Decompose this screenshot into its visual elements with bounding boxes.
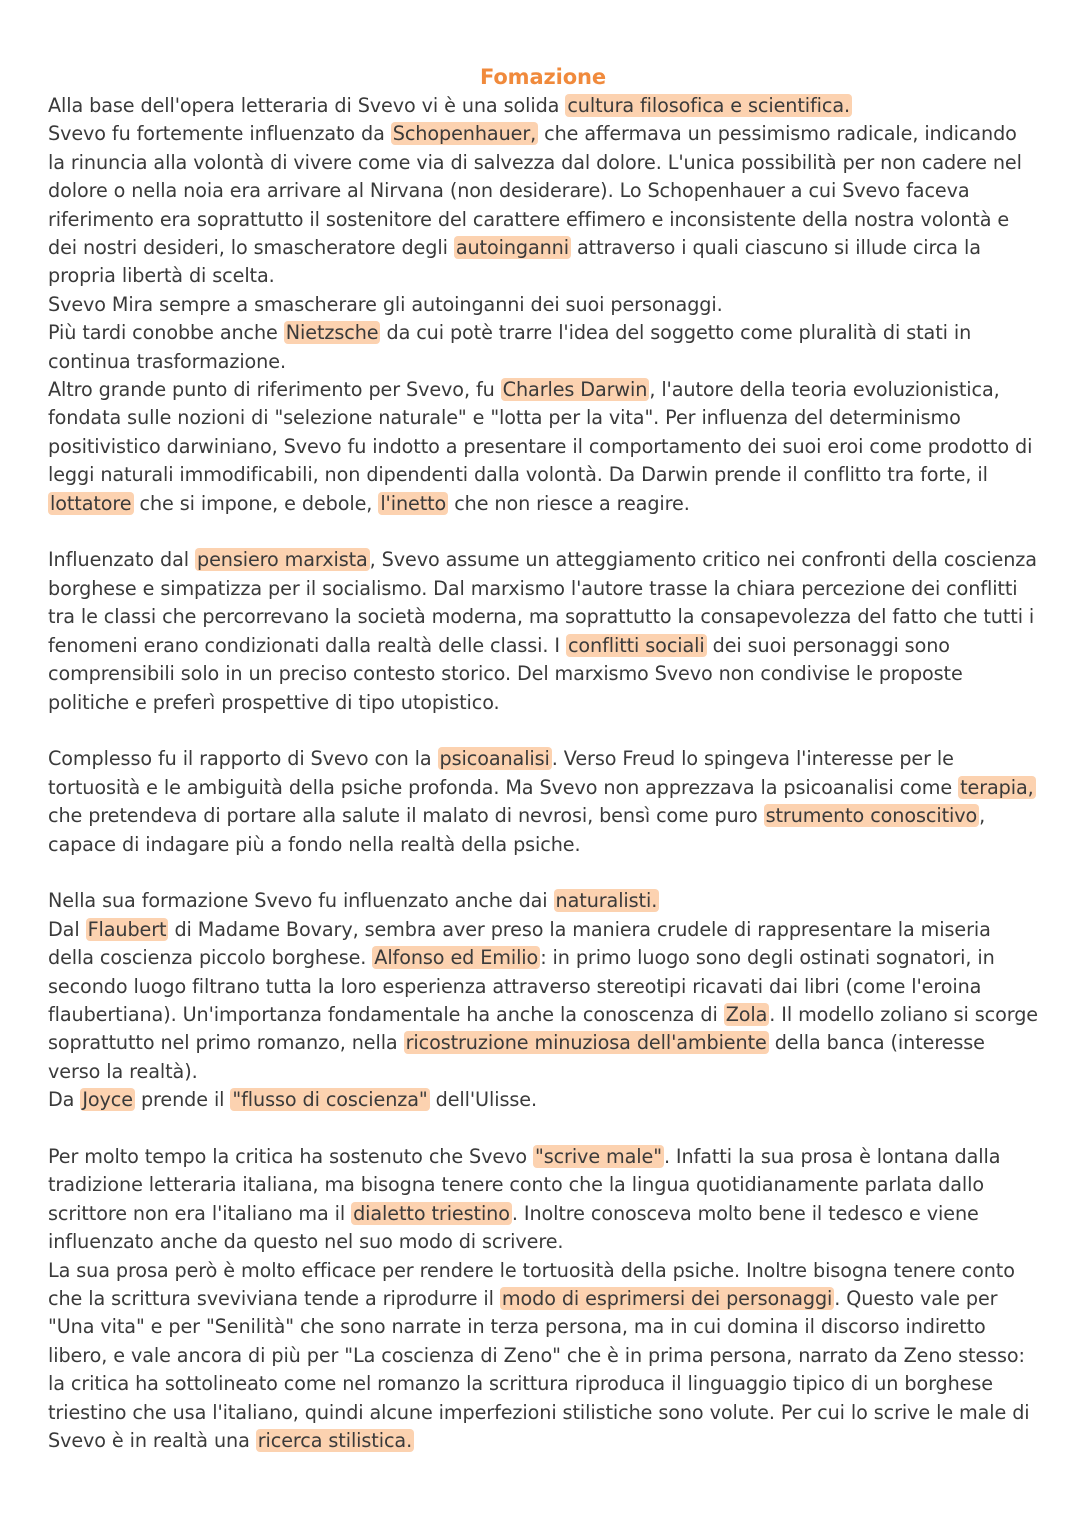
highlighted-term: Nietzsche (285, 321, 379, 345)
highlighted-term: terapia, (960, 775, 1034, 799)
text-run: Dal (48, 917, 86, 941)
text-run: prende il (134, 1088, 231, 1112)
document-body (48, 92, 1038, 1455)
text-run: Alla base dell'opera letteraria di Svevo vi è una solida (48, 94, 566, 117)
paragraph (48, 1086, 1038, 1114)
text-run: che pretendeva di portare alla salute il malato di nevrosi, bensì come puro (48, 804, 764, 828)
text-run: Influenzato dal (48, 548, 195, 572)
highlighted-term: conflitti sociali (567, 633, 705, 657)
highlighted-term: ricostruzione minuziosa dell'ambiente (405, 1031, 767, 1055)
text-run: La sua prosa però è molto efficace per rendere le tortuosità della psiche. Inoltre bisogna tenere conto che la scrittura sveviviana tende a riprodurre il (48, 1258, 1015, 1310)
text-run: . Infatti la sua prosa è lontana dalla tradizione letteraria italiana, ma bisogna tenere conto che la lingua quotidianamente parlata dallo scrittore non era l'italiano ma il (48, 1144, 1001, 1225)
paragraph (48, 1143, 1038, 1257)
text-run: Per molto tempo la critica ha sostenuto che Svevo (48, 1144, 533, 1168)
highlighted-term: l'inetto (380, 491, 447, 515)
highlighted-term: Schopenhauer, (392, 122, 537, 146)
text-run: . Il modello zoliano si scorge soprattutto nel primo romanzo, nella (48, 1002, 1038, 1055)
text-run: Complesso fu il rapporto di Svevo con la (48, 747, 438, 771)
text-run: Più tardi conobbe anche (48, 321, 284, 345)
paragraph (48, 291, 1038, 319)
paragraph (48, 376, 1038, 518)
highlighted-term: "scrive male" (534, 1144, 662, 1168)
highlighted-term: Alfonso ed Emilio (374, 946, 539, 970)
highlighted-term: pensiero marxista (197, 548, 368, 572)
text-run: Svevo Mira sempre a smascherare gli autoinganni dei suoi personaggi. (48, 292, 723, 316)
highlighted-term: ricerca stilistica. (257, 1429, 413, 1453)
highlighted-term: psicoanalisi (439, 747, 550, 771)
highlighted-term: modo di esprimersi dei personaggi (501, 1287, 833, 1310)
text-run: : in primo luogo sono degli ostinati sognatori, in secondo luogo filtrano tutta la loro esperienza attraverso stereotipi ricavati dai libri (come l'eroina flaubertiana). Un'importanza fondamentale ha anche la conoscenza di (48, 946, 995, 1026)
text-run: . Questo vale per "Una vita" e per "Senilità" che sono narrate in terza persona, ma in cui domina il discorso indiretto libero, e vale ancora di più per "La coscienza di Zeno" che è in prima persona, narrato da Zeno stesso: la critica ha sottolineato come nel romanzo la scrittura riproduca il linguaggio tipico di un borghese triestino che usa l'italiano, quindi alcune imperfezioni stilistiche sono volute. Per cui lo scrive le male di Svevo è in realtà una (48, 1287, 1030, 1453)
highlighted-term: lottatore (50, 491, 132, 515)
highlighted-term: Joyce (82, 1088, 133, 1112)
paragraph (48, 916, 1038, 1086)
text-run: , Svevo assume un atteggiamento critico nei confronti della coscienza borghese e simpatizza per il socialismo. Dal marxismo l'autore trasse la chiara percezione dei conflitti tra le classi che percorrevano la società moderna, ma soprattutto la consapevolezza del fatto che tutti i fenomeni erano condizionati dalla realtà delle classi. I (48, 548, 1037, 657)
paragraph (48, 1257, 1038, 1456)
text-run: , capace di indagare più a fondo nella realtà della psiche. (48, 804, 986, 856)
highlighted-term: "flusso di coscienza" (232, 1088, 428, 1112)
text-run: , l'autore della teoria evoluzionistica, fondata sulle nozioni di "selezione naturale" e "lotta per la vita". Per influenza del determinismo positivistico darwiniano, Svevo fu indotto a presentare il comportamento dei suoi eroi come prodotto di leggi naturali immodificabili, non dipendenti dalla volontà. Da Darwin prende il conflitto tra forte, il (48, 378, 1033, 487)
highlighted-term: autoinganni (455, 236, 569, 260)
highlighted-term: Flaubert (87, 917, 167, 941)
text-run: . Inoltre conosceva molto bene il tedesco e viene influenzato anche da questo nel suo modo di scrivere. (48, 1201, 979, 1254)
text-run: attraverso i quali ciascuno si illude circa la propria libertà di scelta. (48, 236, 981, 288)
paragraph (48, 92, 1038, 120)
text-run: Altro grande punto di riferimento per Svevo, fu (48, 378, 501, 402)
paragraph (48, 887, 1038, 915)
page-title: Fomazione (479, 65, 607, 89)
paragraph (48, 546, 1038, 716)
text-run: della banca (interesse verso la realtà). (48, 1031, 985, 1083)
text-run: che affermava un pessimismo radicale, indicando la rinuncia alla volontà di vivere come via di salvezza dal dolore. L'unica possibilità per non cadere nel dolore o nella noia era arrivare al Nirvana (non desiderare). Lo Schopenhauer a cui Svevo faceva riferimento era soprattutto il sostenitore del carattere effimero e inconsistente della nostra volontà e dei nostri desideri, lo smascheratore degli (48, 122, 1022, 260)
highlighted-term: Charles Darwin (502, 378, 648, 402)
text-run: di Madame Bovary, sembra aver preso la maniera crudele di rappresentare la miseria della coscienza piccolo borghese. (48, 917, 991, 970)
document-page (48, 62, 1038, 1455)
highlighted-term: dialetto triestino (353, 1201, 510, 1225)
text-run: dell'Ulisse. (429, 1088, 537, 1112)
text-run: che si impone, e debole, (133, 491, 379, 515)
text-run: . Verso Freud lo spingeva l'interesse per le tortuosità e le ambiguità della psiche profonda. Ma Svevo non apprezzava la psicoanalisi come (48, 747, 959, 799)
highlighted-term: naturalisti. (555, 889, 658, 913)
paragraph (48, 120, 1038, 290)
text-run: Da (48, 1088, 81, 1112)
paragraph (48, 319, 1038, 376)
text-run: che non riesce a reagire. (448, 491, 690, 515)
paragraph (48, 745, 1038, 859)
text-run: da cui potè trarre l'idea del soggetto come pluralità di stati in continua trasformazione. (48, 321, 972, 373)
text-run: dei suoi personaggi sono comprensibili solo in un preciso contesto storico. Del marxismo Svevo non condivise le proposte politiche e preferì prospettive di tipo utopistico. (48, 633, 963, 714)
highlighted-term: cultura filosofica e scientifica. (567, 94, 850, 117)
text-run: Svevo fu fortemente influenzato da (48, 122, 391, 146)
highlighted-term: strumento conoscitivo (765, 804, 978, 828)
text-run: Nella sua formazione Svevo fu influenzato anche dai (48, 889, 554, 913)
highlighted-term: Zola (725, 1002, 768, 1026)
